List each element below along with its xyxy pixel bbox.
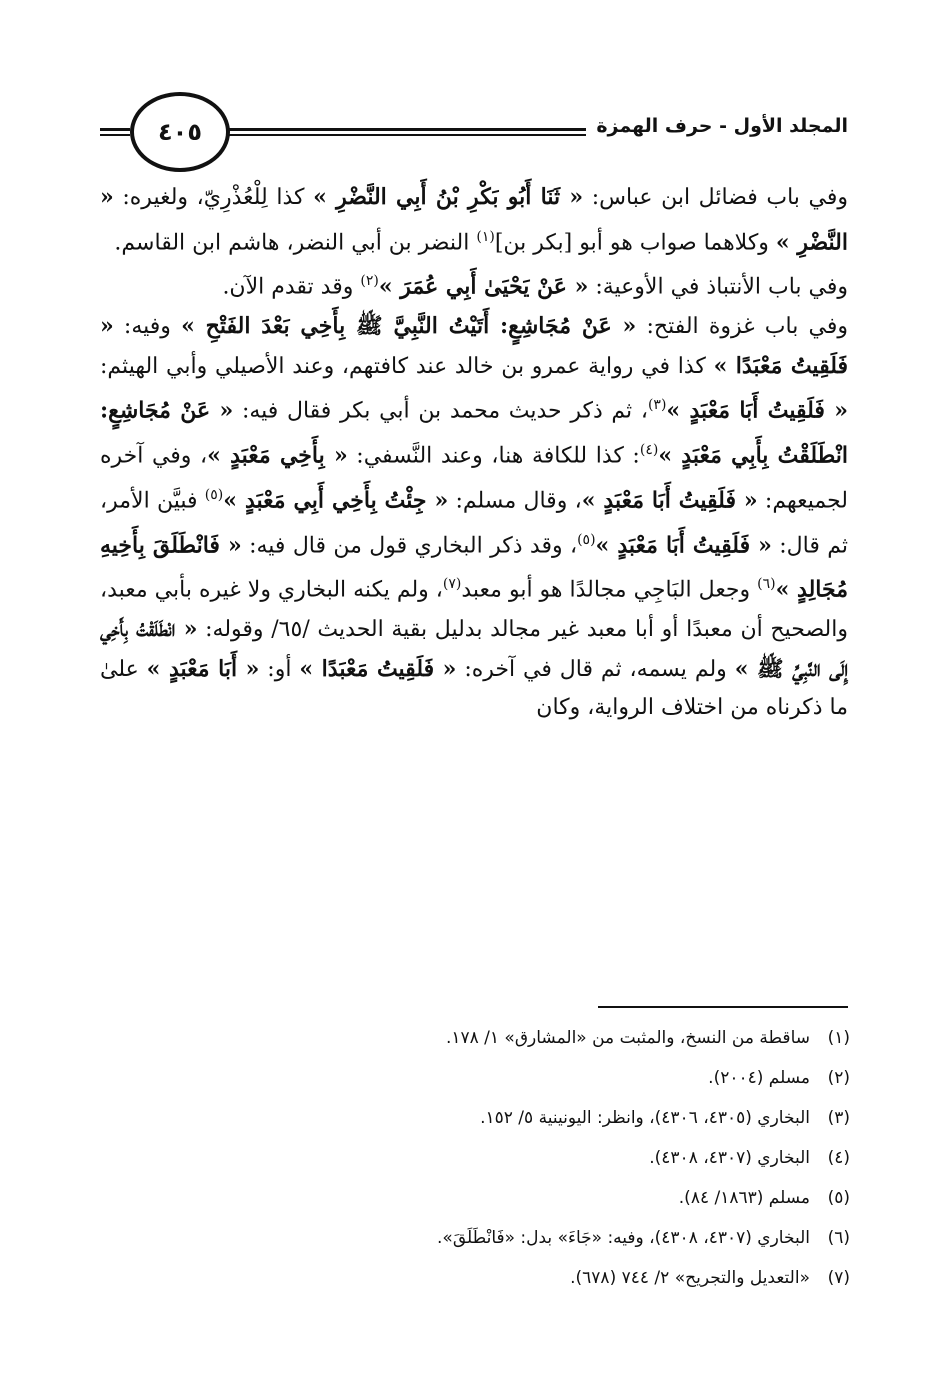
page-number-badge: [130, 92, 230, 172]
text-segment: وكلاهما صواب هو أبو [بكر بن]: [494, 229, 776, 255]
footnote: [100, 1258, 850, 1298]
hadith-quote: « فَلَقِيتُ مَعْبَدًا »: [299, 655, 457, 682]
footnote-text: مسلم (١٨٦٣/ ٨٤).: [678, 1188, 810, 1208]
hadith-quote: « النَّضْرِ »: [100, 184, 848, 255]
footnote-text: ساقطة من النسخ، والمثبت من «المشارق» ١/ ١٧٨.: [445, 1028, 810, 1048]
text-segment: ، وقد ذكر البخاري قول من قال فيه:: [241, 532, 578, 558]
footnote-ref: (١): [476, 228, 495, 245]
text-segment: وقد تقدم الآن.: [222, 274, 361, 300]
hadith-quote: « فَانْطَلَقَ بِأَخِيهِ مُجَالِدٍ »: [100, 531, 848, 603]
text-segment: ، وفي آخره لجميعهم:: [100, 443, 848, 514]
footnote-text: البخاري (٤٣٠٧، ٤٣٠٨)، وفيه: «جَاءَ» بدل: «فَانْطَلَقَ».: [437, 1228, 810, 1248]
text-segment: النضر بن أبي النضر، هاشم ابن القاسم.: [114, 229, 477, 255]
running-header: [100, 88, 848, 168]
footnote-text: «التعديل والتجريح» ٢/ ٧٤٤ (٦٧٨).: [570, 1268, 810, 1288]
footnote-separator: [598, 1006, 848, 1008]
page-number: ٤٠٥: [158, 118, 202, 146]
text-segment: وفي باب الأنتباذ في الأوعية:: [588, 274, 848, 300]
footnote-text: مسلم (٢٠٠٤).: [708, 1068, 810, 1088]
footnote-number: (٧): [827, 1268, 850, 1288]
footnote-number: (٦): [827, 1228, 850, 1248]
footnote: [100, 1218, 850, 1258]
footnote-ref: (٦): [757, 576, 776, 593]
footnote-ref: (٣): [647, 397, 667, 414]
footnote: [100, 1098, 850, 1138]
footnotes: [100, 1018, 850, 1298]
text-segment: ولم يسمه، ثم قال في آخره:: [456, 656, 735, 682]
paragraph: [100, 262, 848, 307]
footnote-ref: (٥): [204, 486, 224, 503]
footnote-number: (٣): [827, 1108, 850, 1128]
hadith-quote: « جِئْتُ بِأَخِي أَبِي مَعْبَدٍ »: [223, 487, 449, 514]
running-title: المجلد الأول - حرف الهمزة: [586, 115, 848, 137]
text-segment: وفي باب غزوة الفتح:: [636, 314, 848, 340]
hadith-quote: « عَنْ مُجَاشِعٍ: انْطَلَقْتُ بِأَبِي مَعْبَدٍ »: [100, 397, 848, 469]
footnote-text: البخاري (٤٣٠٥، ٤٣٠٦)، وانظر: اليونينية ٥/ ١٥٢.: [480, 1108, 810, 1128]
footnote-ref: (٤): [639, 441, 659, 458]
text-segment: كذا في رواية عمرو بن خالد عند كافتهم، وعند الأصيلي وأبي الهيثم:: [100, 353, 714, 379]
footnote: [100, 1178, 850, 1218]
text-segment: علىٰ ما ذكرناه من اختلاف الرواية، وكان: [100, 656, 848, 721]
footnote-number: (٤): [827, 1148, 850, 1168]
footnote: [100, 1058, 850, 1098]
hadith-quote: « بِأَخِي مَعْبَدٍ »: [207, 442, 348, 469]
hadith-quote: « ثَنَا أَبُو بَكْرِ بْنُ أَبِي النَّضْرِ »: [313, 184, 584, 210]
text-segment: كذا لِلْعُذْرِيّ، ولغيره:: [113, 185, 314, 210]
footnote: [100, 1018, 850, 1058]
footnote-number: (٥): [827, 1188, 850, 1208]
hadith-quote: « فَلَقِيتُ مَعْبَدًا »: [100, 313, 848, 379]
hadith-quote: « عَنْ يَحْيَىٰ أَبِي عُمَرَ »: [378, 273, 589, 300]
footnote-ref: (٧): [442, 576, 462, 593]
footnote-number: (١): [827, 1028, 850, 1048]
text-segment: وجعل البَاجِي مجالدًا هو أبو معبد: [461, 577, 758, 603]
text-segment: ، ثم ذكر حديث محمد بن أبي بكر فقال فيه:: [233, 398, 648, 424]
header-rule-left-thin: [100, 134, 130, 136]
footnote-text: البخاري (٤٣٠٧، ٤٣٠٨).: [649, 1148, 810, 1168]
body-text: [100, 178, 848, 728]
hadith-quote: « فَلَقِيتُ أَبَا مَعْبَدٍ »: [581, 487, 758, 514]
text-segment: ، وقال مسلم:: [448, 488, 582, 514]
footnote-number: (٢): [827, 1068, 850, 1088]
hadith-quote: « فَلَقِيتُ أَبَا مَعْبَدٍ »: [666, 397, 848, 424]
footnote-ref: (٥): [577, 531, 596, 548]
header-rule-left: [100, 128, 130, 131]
hadith-quote: « فَلَقِيتُ أَبَا مَعْبَدٍ »: [595, 531, 772, 558]
paragraph: [100, 307, 848, 728]
text-segment: وفيه:: [113, 314, 182, 340]
text-segment: أو:: [259, 656, 300, 682]
paragraph: [100, 178, 848, 262]
text-segment: وفي باب فضائل ابن عباس:: [583, 185, 848, 210]
text-segment: ، ولم يكنه البخاري ولا غيره بأبي معبد، والصحيح أن معبدًا أو أبا معبد غير مجالد بدليل بقية الحديث /٦٥/ وقوله:: [100, 577, 848, 643]
text-segment: : كذا للكافة هنا، وعند النَّسفي:: [347, 443, 640, 469]
footnote-ref: (٢): [360, 273, 379, 290]
hadith-quote: « أَبَا مَعْبَدٍ »: [146, 655, 260, 682]
footnote: [100, 1138, 850, 1178]
hadith-quote: « عَنْ مُجَاشِعٍ: أَتَيْتُ النَّبِيَّ ﷺ بِأَخِي بَعْدَ الفَتْحِ »: [181, 313, 637, 340]
text-segment: فبيَّن الأمر، ثم قال:: [100, 488, 848, 558]
hadith-quote: « انْطَلَقْتُ بِأَخِي إِلَى النَّبِيِّ ﷺ »: [100, 616, 849, 682]
